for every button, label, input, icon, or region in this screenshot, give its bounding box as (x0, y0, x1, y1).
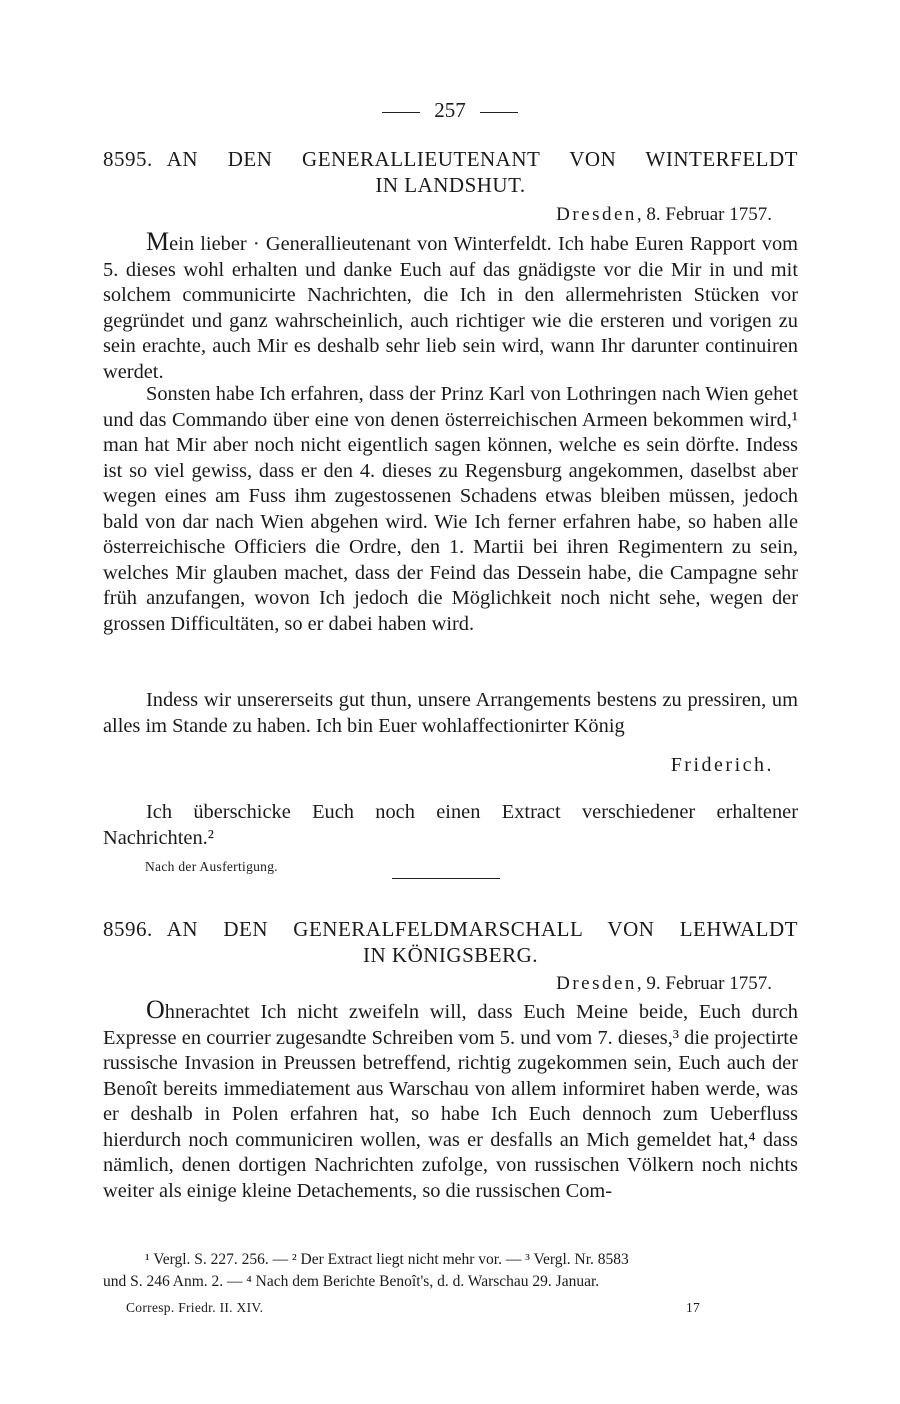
letter-1-paragraph-3: Indess wir unsererseits gut thun, unsere Arrangements bestens zu pressiren, um alles im Stande zu haben. Ich bin Euer wohlaffectionirter König (103, 689, 798, 737)
letter-1-source-note: Nach der Ausfertigung. (145, 859, 278, 874)
letter-2-place: Dresden (556, 973, 637, 994)
letter-1-signature: Friderich. (670, 754, 774, 776)
page-number: 257 (434, 98, 466, 122)
letter-2-recipient: AN DEN GENERALFELDMARSCHALL VON LEHWALDT (166, 917, 798, 941)
letter-1-location: IN LANDSHUT. (375, 173, 526, 197)
letter-2-initial: O (146, 995, 165, 1024)
letter-2-number: 8596. (103, 917, 153, 941)
letter-1-heading (103, 146, 798, 198)
letter-1-initial: M (146, 227, 170, 256)
page-number-line (0, 98, 900, 123)
letter-1-number: 8595. (103, 147, 153, 171)
letter-1-dateline (556, 204, 772, 226)
footer-sheet-number: 17 (686, 1300, 701, 1315)
letter-1-paragraph-1-text: ein lieber · Generallieutenant von Winterfeldt. Ich habe Euren Rapport vom 5. dieses wohl erhalten und danke Euch auf das gnädigste vor die Mir in und mit solchem communicirte Nachrichten, die Ich in den allermehristen Stücken vor gegründet und ganz wahrscheinlich, auch richtiger wie die ersteren und vorigen zu sein erachte, auch Mir es deshalb sehr lieb sein wird, wann Ihr darunter continuiren werdet. (103, 233, 798, 383)
footnote-line-1: ¹ Vergl. S. 227. 256. — ² Der Extract liegt nicht mehr vor. — ³ Vergl. Nr. 8583 (145, 1251, 629, 1268)
letter-1-place: Dresden (556, 204, 637, 225)
page-number-left-rule (382, 112, 420, 113)
letter-2-location: IN KÖNIGSBERG. (363, 943, 538, 967)
letter-2-paragraph-1 (103, 997, 798, 1204)
footer-signature-mark: Corresp. Friedr. II. XIV. (126, 1300, 264, 1315)
letter-2-date: , 9. Februar 1757. (636, 973, 772, 994)
letter-2-paragraph-1-text: hnerachtet Ich nicht zweifeln will, dass Euch Meine beide, Euch durch Expresse en courrier zugesandte Schreiben vom 5. und vom 7. dieses,³ die projectirte russische Invasion in Preussen betreffend, richtig zugekommen sein, Euch auch der Benoît bereits immediatement aus Warschau von allem informiret haben werde, was er deshalb in Polen erfahren hat, so habe Ich Euch dennoch zum Ueberfluss hierdurch noch communiciren wollen, was er desfalls an Mich gemeldet hat,⁴ dass nämlich, denen dortigen Nachrichten zufolge, von russischen Völkern noch nichts weiter als einige kleine Detachements, so die russischen Com- (103, 1001, 798, 1202)
letter-1-paragraph-2: Sonsten habe Ich erfahren, dass der Prinz Karl von Lothringen nach Wien gehet und das Commando über eine von denen österreichischen Armeen bekommen wird,¹ man hat Mir aber noch nicht eigentlich sagen können, welche es sein dörfte. Indess ist so viel gewiss, dass er den 4. dieses zu Regensburg angekommen, daselbst aber wegen eines am Fuss ihm zugestossenen Schadens etwas bleiben müssen, jedoch bald von dar nach Wien abgehen wird. Wie Ich ferner erfahren habe, so haben alle österreichische Officiers die Ordre, den 1. Martii bei ihren Regimentern zu sein, welches Mir glauben machet, dass der Feind das Dessein habe, die Campagne sehr früh anzufangen, wovon Ich jedoch die Möglichkeit noch nicht sehe, wegen der grossen Difficultäten, so er dabei haben wird. (103, 383, 798, 635)
section-divider (392, 878, 500, 879)
letter-1-paragraph-1 (103, 229, 798, 385)
page-number-right-rule (480, 112, 518, 113)
letter-2-dateline (556, 973, 772, 995)
letter-1-recipient: AN DEN GENERALLIEUTENANT VON WINTERFELDT (166, 147, 798, 171)
letter-1-postscript: Ich überschicke Euch noch einen Extract verschiedener erhaltener Nachrichten.² (103, 801, 798, 849)
letter-1-date: , 8. Februar 1757. (636, 204, 772, 225)
footnote-line-2: und S. 246 Anm. 2. — ⁴ Nach dem Berichte Benoît's, d. d. Warschau 29. Januar. (103, 1273, 600, 1290)
letter-2-heading (103, 916, 798, 968)
